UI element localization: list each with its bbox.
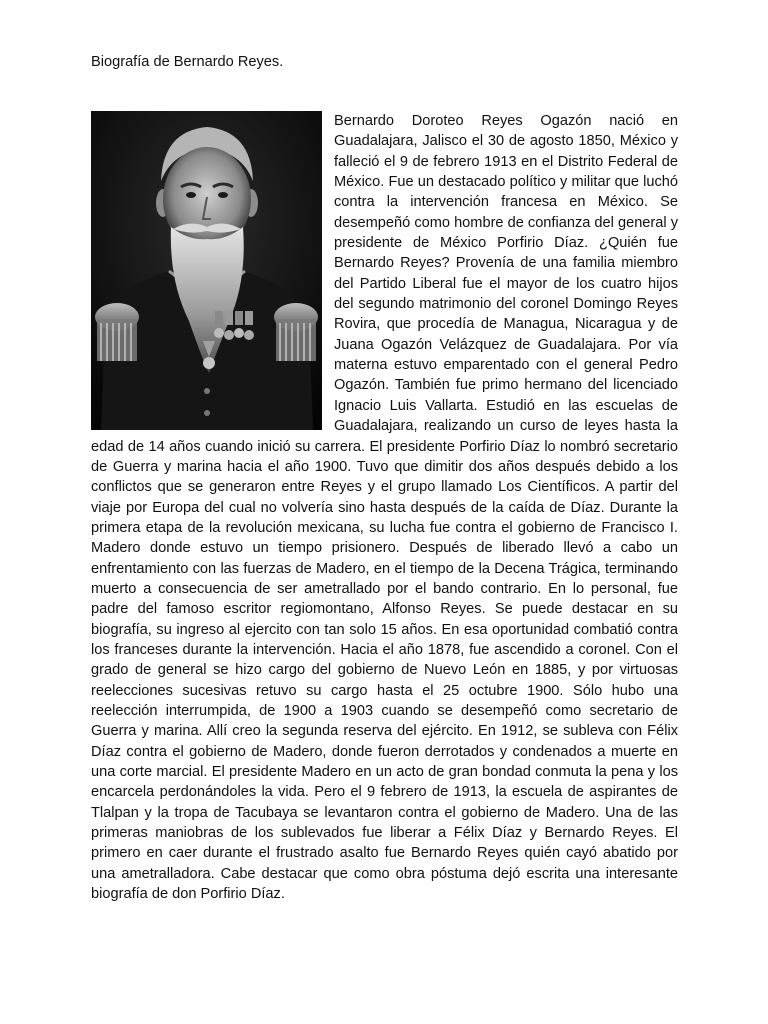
page-title: Biografía de Bernardo Reyes. — [91, 54, 284, 70]
portrait-photo — [91, 111, 322, 430]
biography-body — [91, 111, 678, 904]
biography-paragraph: Bernardo Doroteo Reyes Ogazón nació en Guadalajara, Jalisco el 30 de agosto 1850, México y falleció el 9 de febrero 1913 en el Distrito Federal de México. Fue un destacado político y militar que luchó contra la intervención francesa en México. Se desempeñó como hombre de confianza del general y presidente de México Porfirio Díaz. ¿Quién fue Bernardo Reyes? Provenía de una familia miembro del Partido Liberal fue el mayor de los cuatro hijos del segundo matrimonio del coronel Domingo Reyes Rovira, que procedía de Managua, Nicaragua y de Juana Ogazón Velázquez de Guadalajara. Por vía materna estuvo emparentado con el general Pedro Ogazón. También fue primo hermano del licenciado Ignacio Luis Vallarta. Estudió en las escuelas de Guadalajara, realizando un curso de leyes hasta la edad de 14 años cuando inició su carrera. El presidente Porfirio Díaz lo nombró secretario de Guerra y marina hacia el año 1900. Tuvo que dimitir dos años después debido a los conflictos que se generaron entre Reyes y el grupo llamado Los Científicos. A partir del viaje por Europa del cual no volvería sino hasta después de la caída de Díaz. Durante la primera etapa de la revolución mexicana, su lucha fue contra el gobierno de Francisco I. Madero donde estuvo un tiempo prisionero. Después de liberado llevó a cabo un enfrentamiento con las fuerzas de Madero, en el tiempo de la Decena Trágica, terminando muerto a consecuencia de ser ametrallado por el bando contrario. En lo personal, fue padre del famoso escritor regiomontano, Alfonso Reyes. Se puede destacar en su biografía, su ingreso al ejercito con tan solo 15 años. En esa oportunidad combatió contra los franceses durante la intervención. Hacia el año 1878, fue ascendido a coronel. Con el grado de general se hizo cargo del gobierno de Nuevo León en 1885, y por virtuosas reelecciones sucesivas retuvo su cargo hasta el 25 octubre 1900. Sólo hubo una reelección interrumpida, de 1900 a 1903 cuando se desempeñó como secretario de Guerra y marina. Allí creo la segunda reserva del ejército. En 1912, se subleva con Félix Díaz contra el gobierno de Madero, donde fueron derrotados y condenados a muerte en una corte marcial. El presidente Madero en un acto de gran bondad conmuta la pena y los encarcela perdonándoles la vida. Pero el 9 febrero de 1913, la escuela de aspirantes de Tlalpan y la tropa de Tacubaya se levantaron contra el gobierno de Madero. Una de las primeras maniobras de los sublevados fue liberar a Félix Díaz y Bernardo Reyes. El primero en caer durante el frustrado asalto fue Bernardo Reyes quién cayó abatido por una ametralladora. Cabe destacar que como obra póstuma dejó escrita una interesante biografía de don Porfirio Díaz. — [91, 113, 678, 903]
